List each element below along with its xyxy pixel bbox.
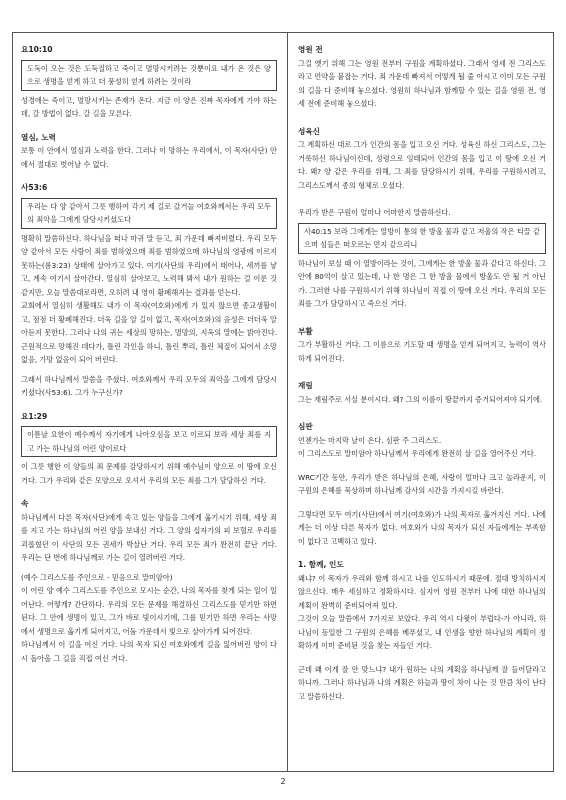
paragraph: 이 어린 양 예수 그리스도를 주인으로 모시는 순간, 나의 목자를 찾게 되는 일이 일어난다. 어떻게? 간단하다. 우리의 모든 문제를 해결하신 그리스도를 믿기만 하면 된다. 그 안에 생명이 있고, 그가 바로 빛이시기에, 그를 믿기만 하면 우리는 사망에서 생명으로 옮기게 되어지고, 어둠 가운데서 빛으로 살아가게 되어진다. <box>21 586 277 636</box>
scripture-reference: 사53:6 <box>21 183 48 192</box>
paragraph: 우리가 받은 구원이 얼마나 어마한지 말씀하신다. <box>298 208 451 217</box>
paragraph: 그것이 오늘 말씀에서 7가지로 보았다. 우리 역시 다윗이 부럽다-가 아니라, 하나님이 동일한 그 구원의 은혜를 베푸셨고, 내 인생을 향한 하나님의 계획이 정확하게 이미 준비된 것을 찾는 자들인 거다. <box>298 614 546 650</box>
column-divider <box>287 33 288 771</box>
paragraph: 그래서 하나님께서 말씀을 주셨다. 여호와께서 우리 모두의 죄악을 그에게 담당시키셨다(사53:6). 그가 누구신가? <box>21 374 277 397</box>
paragraph: 그가 부활하신 거다. 그 이름으로 기도할 때 생명을 얻게 되어지고, 능력이 역사하게 되어진다. <box>298 340 546 363</box>
paragraph: 이 그리스도로 말미암아 하나님께서 우리에게 완전히 살 길을 열어주신 거다. <box>298 449 537 458</box>
paragraph: 왜냐? 이 목자가 우리와 함께 하시고 나를 인도하시기 때문에. 절대 방치하시지 않으신다. 매우 세심하고 정확하시다. 심지어 영원 전부터 나에 대한 하나님의 계획이 완벽히 준비되어져 있다. <box>298 573 546 610</box>
section-heading: 심판 <box>298 422 313 431</box>
paragraph: WRC기간 동안, 우리가 받은 하나님의 은혜, 사랑이 얼마나 크고 놀라운지, 이 구원의 은혜를 묵상하며 하나님께 감사의 시간을 가지시길 바란다. <box>298 472 546 495</box>
section-heading: 성육신 <box>298 126 321 136</box>
paragraph: (예수 그리스도를 주인으로 - 믿음으로 말미암아) <box>21 572 173 582</box>
paragraph: 보통 이 안에서 열심과 노력을 한다. 그러나 이 망하는 우리에서, 이 목자(사단) 안에서 절대로 벗어날 수 없다. <box>21 146 277 169</box>
paragraph: 그걸 옛기 위해 그는 영원 전부터 구원을 계획하셨다. 그래서 영세 전 그리스도라고 언약을 붙잡는 거다. 죄 가운데 빠져서 어떻게 될 줄 아시고 이미 모든 구원의 길을 다 준비해 놓으셨다. 영원히 하나님과 함께할 수 있는 길을 영원 전, 영세 전에 준비해 놓으셨다. <box>298 58 546 108</box>
paragraph: 성경에는 죽이고, 멸망시키는 존재가 온다. 지금 이 양은 진짜 목자에게 가야 하는데, 갈 방법이 없다. 갈 길을 모른다. <box>21 95 277 118</box>
paragraph: 교회에서 열심히 생활해도 내가 이 목자(여호와)에게 가 있지 않으면 종교생활이고, 점점 더 황폐해진다. 더욱 길을 알 길이 없고, 목자(여호와)의 음성은 더더욱 알아듣지 못한다. 그러나 나의 귀는 세상의 망하는, 멸망의, 지옥의 말에는 밝아진다. 근원적으로 망해진 데다가, 틀린 각인을 하니, 틀린 뿌리, 틀린 체질이 되어서 소망 없음, 가망 없음이 되어 버린다. <box>21 301 277 364</box>
section-heading: 1. 함께, 인도 <box>298 560 344 569</box>
left-column <box>21 43 277 665</box>
scripture-reference: 요10:10 <box>21 45 53 54</box>
paragraph: 명확히 말씀하신다. 하나님을 떠나 마귀 말 듣고, 죄 가운데 빠져버렸다. 우리 모두 양 같아서 모든 사람이 죄를 범하였으매 죄를 범하였으매 하나님의 영광에 이르지 못하는(롬3:23) 상태에 살아가고 있다. 여기(사단의 우리)에서 태어나, 세끼를 낳고, 계속 여기서 살아간다. 열심히 살아보고, 노력해 봐서 내가 원하는 걸 이룬 것 같지만, 오늘 말씀대로라면, 오히려 내 영이 황폐해지는 결과를 얻는다. <box>21 233 277 297</box>
scripture-quote-box: 우리는 다 양 같아서 그릇 행하여 각기 제 길로 갔거늘 여호와께서는 우리 모두의 죄악을 그에게 담당시키셨도다 <box>21 198 277 229</box>
section-heading: 속 <box>21 499 29 508</box>
scripture-quote-box: 이튿날 요한이 예수께서 자기에게 나아오심을 보고 이르되 보라 세상 죄를 지고 가는 하나님의 어린 양이로다 <box>21 426 277 457</box>
scripture-quote-box: 사40:15 보라 그에게는 열방이 통의 한 방울 물과 같고 저울의 작은 티끌 같으며 섬들은 떠오르는 먼지 같으리니 <box>298 223 546 254</box>
paragraph: 그렇다면 모두 여기(사단)에서 여기(여호와)가 나의 목자로 옮겨지신 거다. 나에게는 더 이상 다른 목자가 없다. 여호와가 나의 목자가 되신 자들에게는 부족함이 없다고 고백하고 있다. <box>298 509 546 546</box>
right-column <box>298 43 546 703</box>
page-number: 2 <box>280 777 286 786</box>
page-frame <box>12 32 554 772</box>
paragraph: 근데 왜 이게 잘 안 맞느냐? 내가 원하는 나의 계획을 하나님께 잘 들어달라고 하니까. 그러나 하나님과 나의 계획은 하늘과 땅이 차이 나는 것 만큼 차이 난다고 말씀하신다. <box>298 664 546 701</box>
paragraph: 그는 재림주로 서실 분이시다. 왜? 그의 이름이 땅끝까지 증거되어져야 되기에. <box>298 394 543 404</box>
paragraph: 하나님께서 다른 목자(사단)에게 속고 있는 양들을 그에게 옮기시기 위해, 세상 죄를 지고 가는 하나님의 어린 양을 보내신 거다. 그 양의 십자가의 피 보혈로 우리를 괴롭혔던 이 사단의 모든 권세가 박살난 거다. 우리 모든 죄가 완전히 끝난 거다. 우리는 단 번에 하나님께로 가는 길이 열려버린 거다. <box>21 512 277 562</box>
scripture-quote-box: 도둑이 오는 것은 도둑질하고 죽이고 멸망시키려는 것뿐이요 내가 온 것은 양으로 생명을 얻게 하고 더 풍성히 얻게 하려는 것이라 <box>21 60 277 91</box>
paragraph: 하나님이 보실 때 이 열방이라는 것이, 그에게는 한 방울 물과 같다고 하신다. 그 안에 80억이 살고 있는데, 나 한 명은 그 한 방울 물에서 방울도 안 될 거 아닌가. 그러한 나를 구원하시기 위해 하나님이 직접 이 땅에 오신 거다. 우리의 모든 죄를 그가 담당하시고 죽으신 거다. <box>298 258 546 308</box>
section-heading: 재림 <box>298 381 313 390</box>
paragraph: 하나님께서 이 길을 여신 거다. 나의 목자 되신 여호와에게 길을 잃어버린 양이 다시 돌아올 그 길을 직접 여신 거다. <box>21 640 277 663</box>
paragraph: 언젠가는 마지막 날이 온다. 심판 주 그리스도. <box>298 435 442 445</box>
paragraph: 그 계획하신 대로 그가 인간의 몸을 입고 오신 거다. 성육신 하신 그리스도, 그는 거룩하신 하나님이신데, 성령으로 잉태되어 인간의 몸을 입고 이 땅에 오신 거다. 왜? 양 같은 우리를 위해, 그 죄를 담당하시기 위해, 우리를 구원하시려고, 그리스도께서 종의 형체로 오셨다. <box>298 140 546 190</box>
section-heading: 영원 전 <box>298 45 323 54</box>
section-heading: 부활 <box>298 326 313 336</box>
scripture-reference: 요1:29 <box>21 411 48 421</box>
paragraph: 이 그릇 행한 이 양들의 죄 문제를 감당하시기 위해 예수님이 양으로 이 땅에 오신 거다. 그가 우리와 같은 모양으로 오셔서 우리의 모든 죄를 그가 담당하신 거다. <box>21 462 277 485</box>
section-heading: 열심, 노력 <box>21 132 56 142</box>
